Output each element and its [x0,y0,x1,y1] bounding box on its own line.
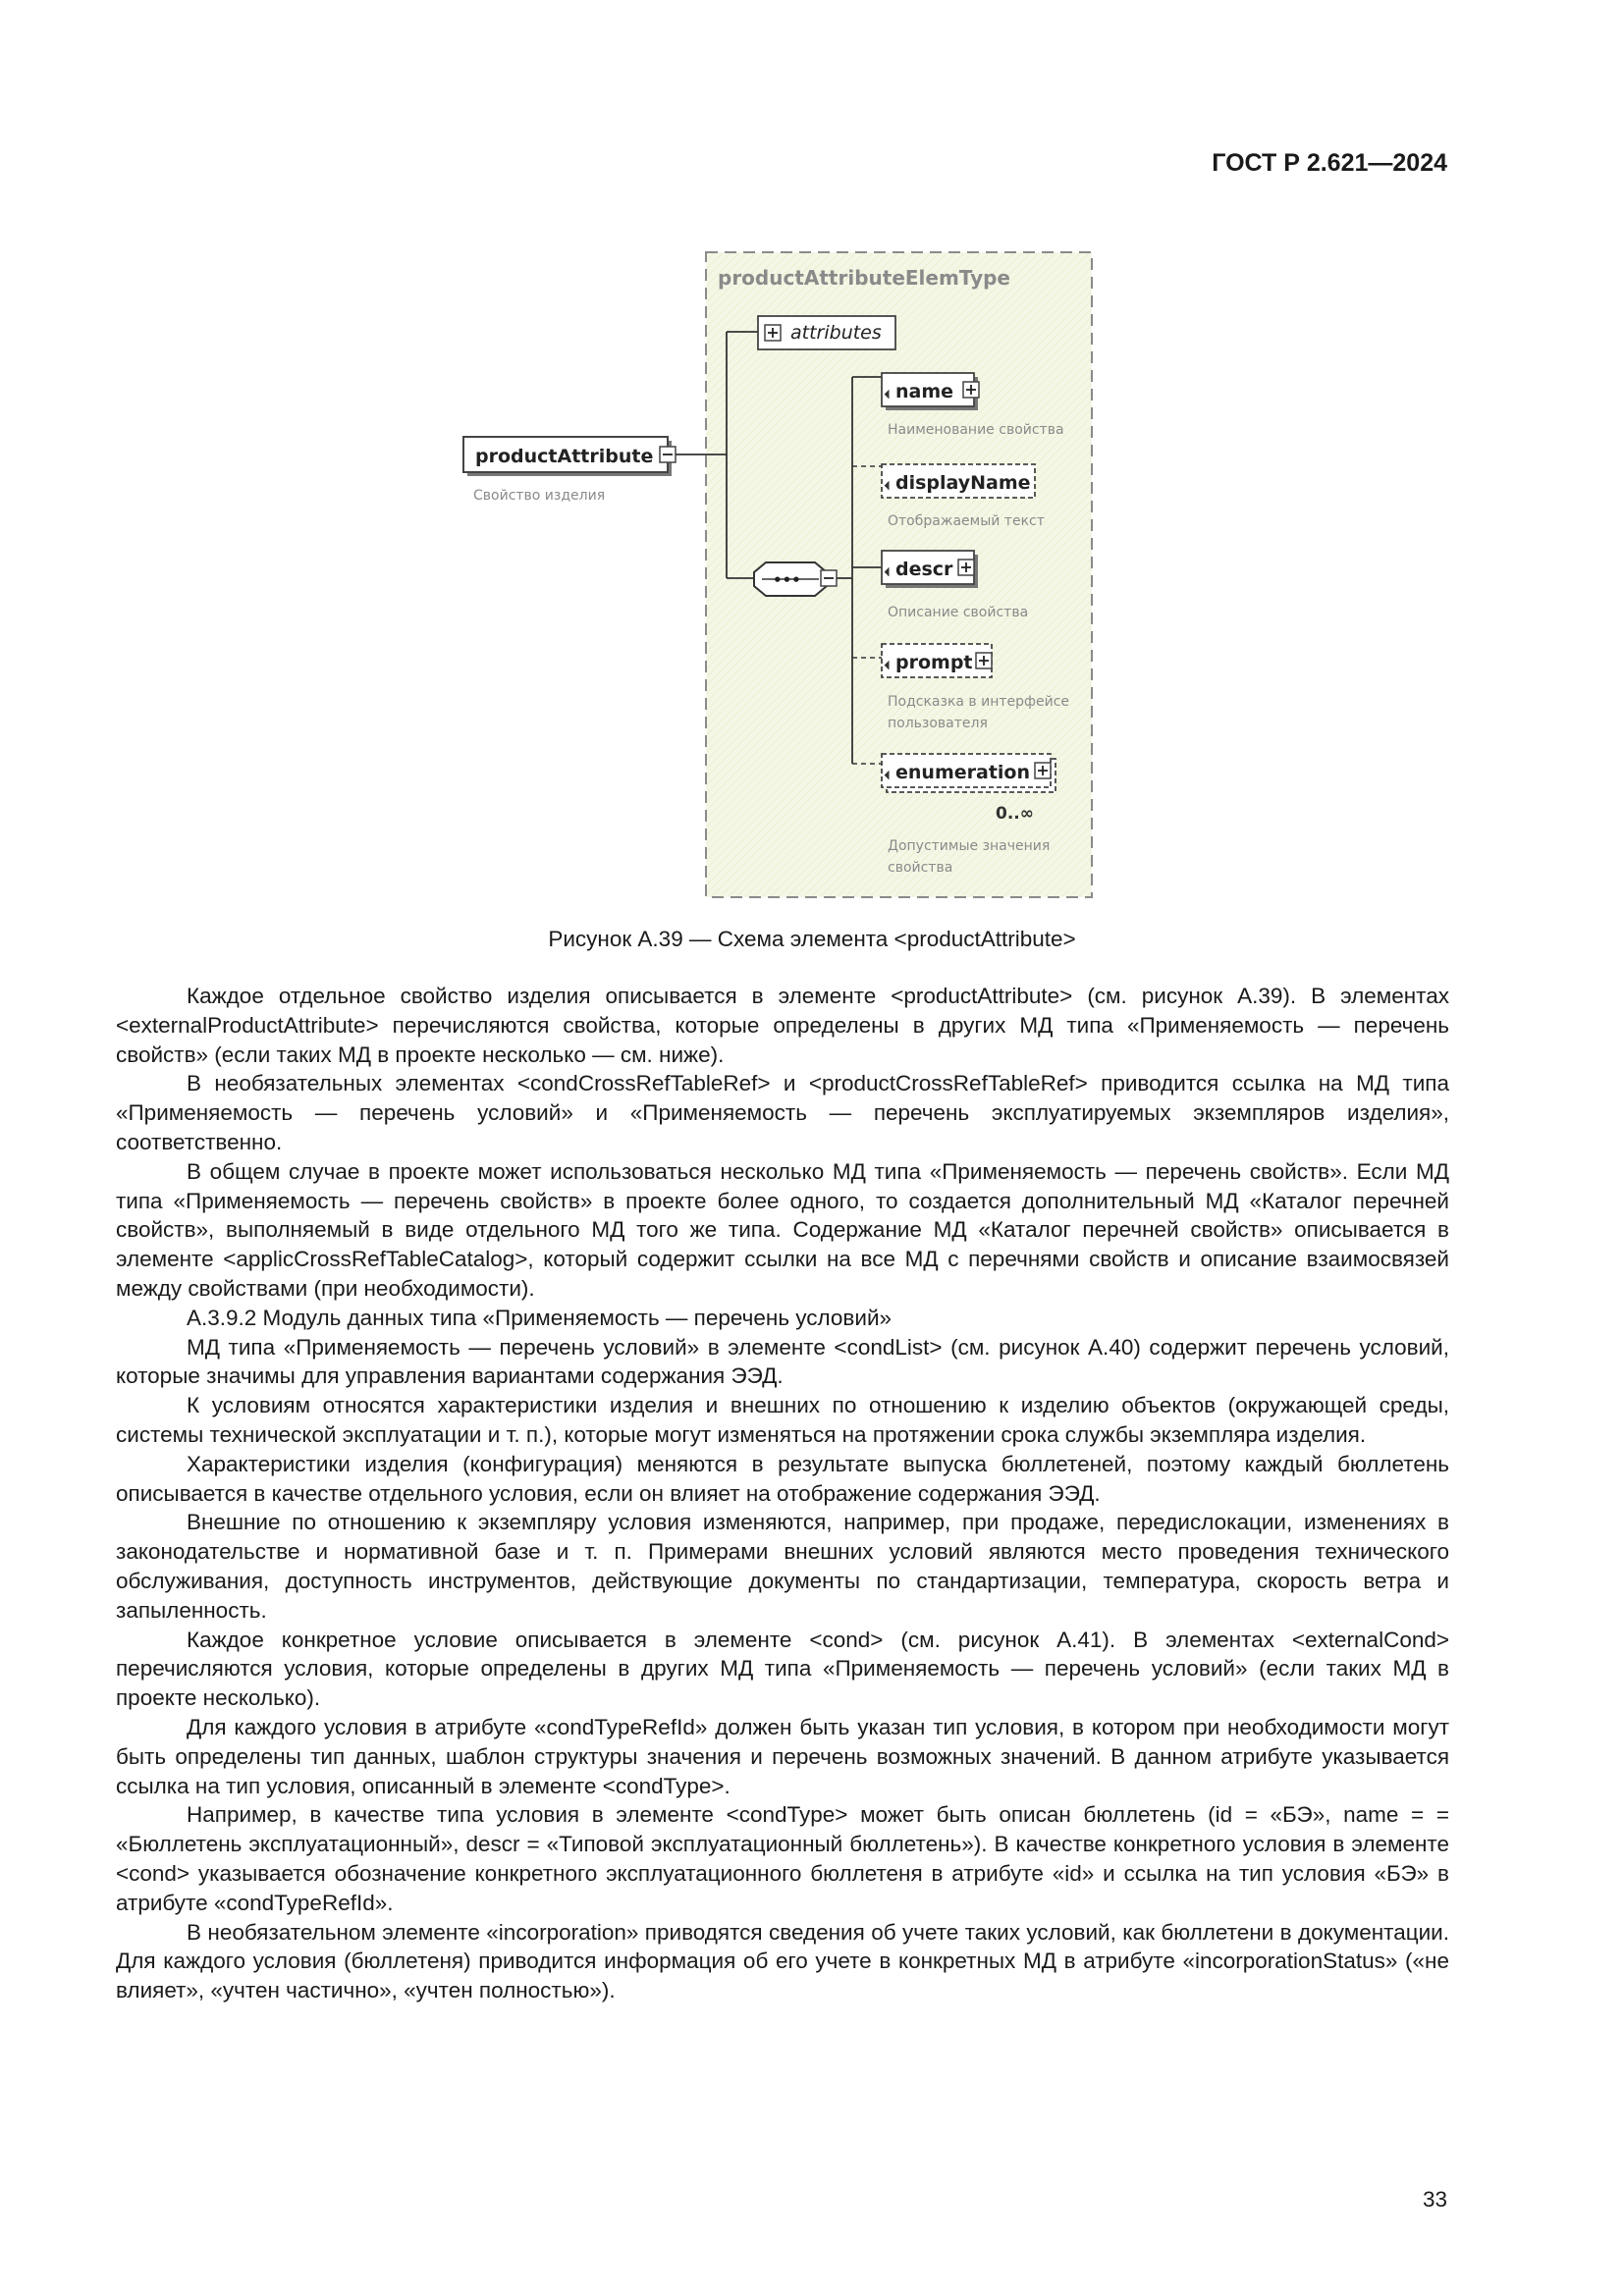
sequence-symbol: ••• [773,571,801,589]
paragraph: Каждое отдельное свойство изделия описывается в элементе <productAttribute> (см. рисунок А.39). В элементах <externalProductAttribute> перечисляются свойства, которые определены в других МД типа «Применяемость — перечень свойств» (если таких МД в проекте несколько — см. ниже). [116,984,1449,1067]
paragraph: К условиям относятся характеристики изделия и внешних по отношению к изделию объектов (окружающей среды, системы технической эксплуатации и т. п.), которые могут изменяться на протяжении срока службы экземпляра изделия. [116,1393,1449,1447]
expand-icon[interactable] [958,560,974,575]
paragraph: Каждое конкретное условие описывается в элементе <cond> (см. рисунок А.41). В элементах <externalCond> перечисляются условия, которые определены в других МД типа «Применяемость — перечень условий» (если таких МД в проекте несколько). [116,1627,1449,1711]
expand-icon[interactable] [765,325,781,341]
section-heading: А.3.9.2 Модуль данных типа «Применяемость — перечень условий» [187,1305,893,1330]
paragraph: В необязательных элементах <condCrossRefTableRef> и <productCrossRefTableRef> приводится ссылка на МД типа «Применяемость — перечень условий» и «Применяемость — перечень эксплуатируемых экземпляров изделия», соответственно. [116,1071,1449,1154]
paragraph: Характеристики изделия (конфигурация) меняются в результате выпуска бюллетеней, поэтому каждый бюллетень описывается в качестве отдельного условия, если он влияет на отображение содержания ЭЭД. [116,1451,1449,1506]
collapse-icon[interactable] [660,447,676,462]
schema-element [882,464,1045,529]
page-number: 33 [1422,2187,1447,2212]
body-text [116,982,1449,2005]
element-name: prompt [895,652,973,673]
element-desc: Допустимые значения [888,838,1051,854]
element-desc-cont: свойства [888,860,953,876]
sequence-compositor [754,562,827,596]
expand-icon[interactable] [1035,763,1051,778]
attributes-label: attributes [790,322,882,344]
element-name: displayName [895,472,1031,494]
element-desc-cont: пользователя [888,716,988,731]
root-element-name: productAttribute [475,446,654,467]
expand-icon[interactable] [976,653,992,668]
element-desc: Подсказка в интерфейсе [888,694,1070,710]
paragraph: Например, в качестве типа условия в элементе <condType> может быть описан бюллетень (id = «БЭ», name = = «Бюллетень эксплуатационный», descr = «Типовой эксплуатационный бюллетень»). В качестве конкретного условия в элементе <cond> указывается обозначение конкретного эксплуатационного бюллетеня в атрибуте «id» и ссылка на тип условия «БЭ» в атрибуте «condTypeRefId». [116,1802,1449,1915]
document-header: ГОСТ Р 2.621—2024 [1212,149,1447,177]
root-element-desc: Свойство изделия [473,488,606,504]
paragraph: В необязательном элементе «incorporation» приводятся сведения об учете таких условий, как бюллетени в документации. Для каждого условия (бюллетеня) приводится информация об его учете в конкретных МД в атрибуте «incorporationStatus» («не влияет», «учтен частично», «учтен полностью»). [116,1919,1449,2003]
figure-caption: Рисунок А.39 — Схема элемента <productAttribute> [548,927,1076,951]
element-name: descr [895,559,953,580]
element-desc: Отображаемый текст [888,513,1045,529]
paragraph: Внешние по отношению к экземпляру условия изменяются, например, при продаже, передислокации, изменениях в законодательстве и нормативной базе и т. п. Примерами внешних условий являются место проведения технического обслуживания, доступность инструментов, действующие документы по стандартизации, температура, скорость ветра и запыленность. [116,1510,1449,1623]
type-container-title: productAttributeElemType [718,266,1010,290]
paragraph: МД типа «Применяемость — перечень условий» в элементе <condList> (см. рисунок А.40) содержит перечень условий, которые значимы для управления вариантами содержания ЭЭД. [116,1334,1449,1389]
element-name: name [895,381,954,402]
collapse-icon[interactable] [821,570,837,586]
element-desc: Наименование свойства [888,422,1064,438]
element-name: enumeration [895,762,1030,783]
expand-icon[interactable] [963,382,979,398]
schema-diagram [0,0,1624,923]
element-multiplicity: 0..∞ [996,804,1034,824]
paragraph: В общем случае в проекте может использоваться несколько МД типа «Применяемость — перечень свойств». Если МД типа «Применяемость — перечень свойств» в проекте более одного, то создается дополнительный МД «Каталог перечней свойств», выполняемый в виде отдельного МД того же типа. Содержание МД «Каталог перечней свойств» описывается в элементе <applicCrossRefTableCatalog>, который содержит ссылки на все МД с перечнями свойств и описание взаимосвязей между свойствами (при необходимости). [116,1158,1449,1301]
element-desc: Описание свойства [888,605,1029,620]
paragraph: Для каждого условия в атрибуте «condTypeRefId» должен быть указан тип условия, в котором при необходимости могут быть определены тип данных, шаблон структуры значения и перечень возможных значений. В данном атрибуте указывается ссылка на тип условия, описанный в элементе <condType>. [116,1714,1449,1798]
